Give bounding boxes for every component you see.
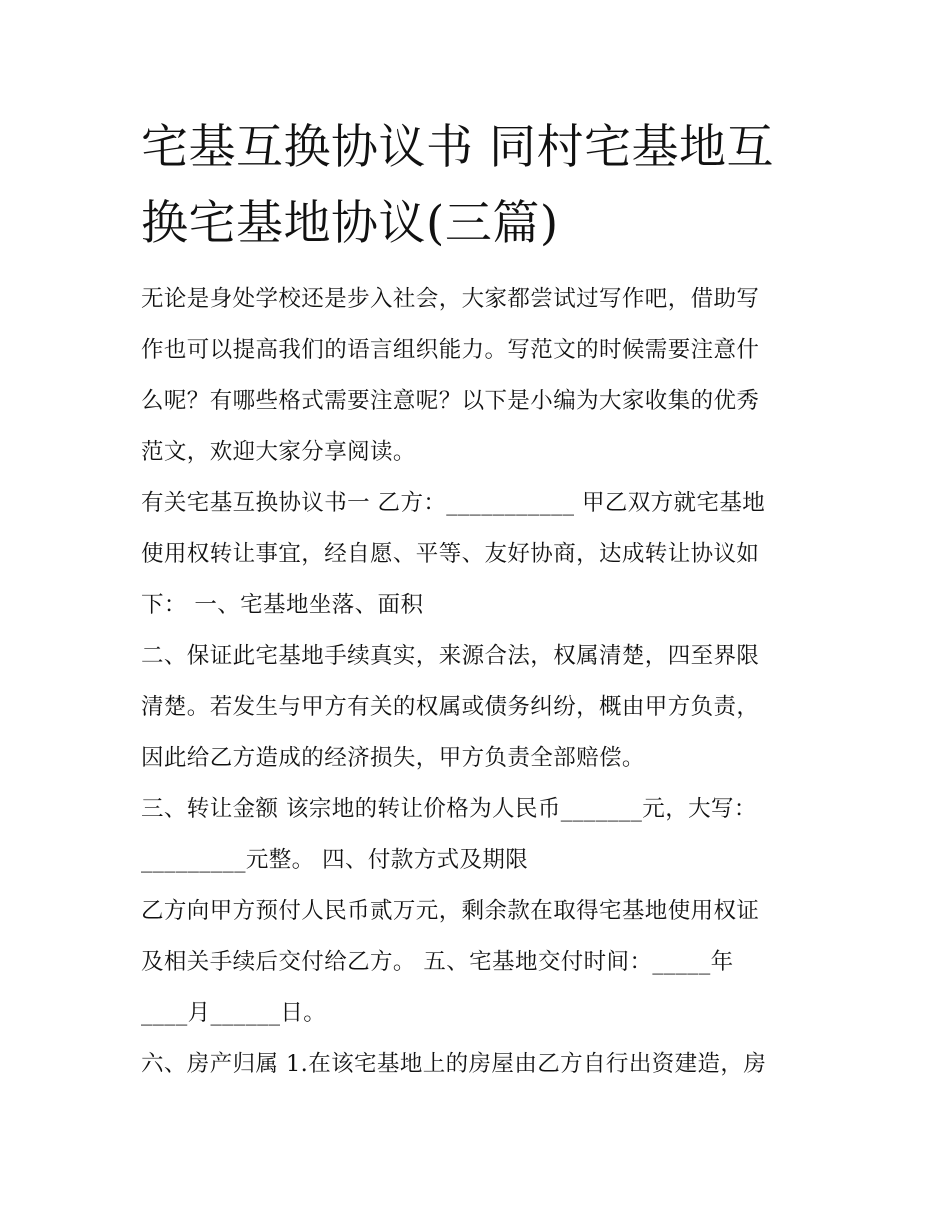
body-line-10: 因此给乙方造成的经济损失，甲方负责全部赔偿。 bbox=[141, 745, 645, 771]
body-line-12: _________元整。 四、付款方式及期限 bbox=[141, 847, 529, 873]
body-line-16: 六、房产归属 1.在该宅基地上的房屋由乙方自行出资建造，房 bbox=[141, 1051, 767, 1077]
document-title bbox=[141, 110, 821, 262]
body-line-2: 作也可以提高我们的语言组织能力。写范文的时候需要注意什 bbox=[141, 337, 760, 363]
body-line-3: 么呢？有哪些格式需要注意呢？以下是小编为大家收集的优秀 bbox=[141, 388, 760, 414]
body-line-9: 清楚。若发生与甲方有关的权属或债务纠纷，概由甲方负责， bbox=[141, 694, 760, 720]
document-body bbox=[141, 274, 821, 1090]
title-line-1: 宅基互换协议书 同村宅基地互 bbox=[141, 120, 774, 175]
body-line-1: 无论是身处学校还是步入社会，大家都尝试过写作吧，借助写 bbox=[141, 286, 760, 312]
body-line-6: 使用权转让事宜，经自愿、平等、友好协商，达成转让协议如 bbox=[141, 541, 760, 567]
body-line-4: 范文，欢迎大家分享阅读。 bbox=[141, 439, 416, 465]
body-line-11: 三、转让金额 该宗地的转让价格为人民币_______元，大写： bbox=[141, 796, 757, 822]
body-line-8: 二、保证此宅基地手续真实，来源合法，权属清楚，四至界限 bbox=[141, 643, 760, 669]
body-line-5: 有关宅基互换协议书一 乙方：___________ 甲乙双方就宅基地 bbox=[141, 490, 766, 516]
body-line-13: 乙方向甲方预付人民币贰万元，剩余款在取得宅基地使用权证 bbox=[141, 898, 760, 924]
body-line-14: 及相关手续后交付给乙方。 五、宅基地交付时间：_____年 bbox=[141, 949, 734, 975]
title-line-2: 换宅基地协议(三篇) bbox=[141, 196, 559, 251]
body-line-7: 下： 一、宅基地坐落、面积 bbox=[141, 592, 424, 618]
body-line-15: ____月______日。 bbox=[141, 1000, 327, 1026]
